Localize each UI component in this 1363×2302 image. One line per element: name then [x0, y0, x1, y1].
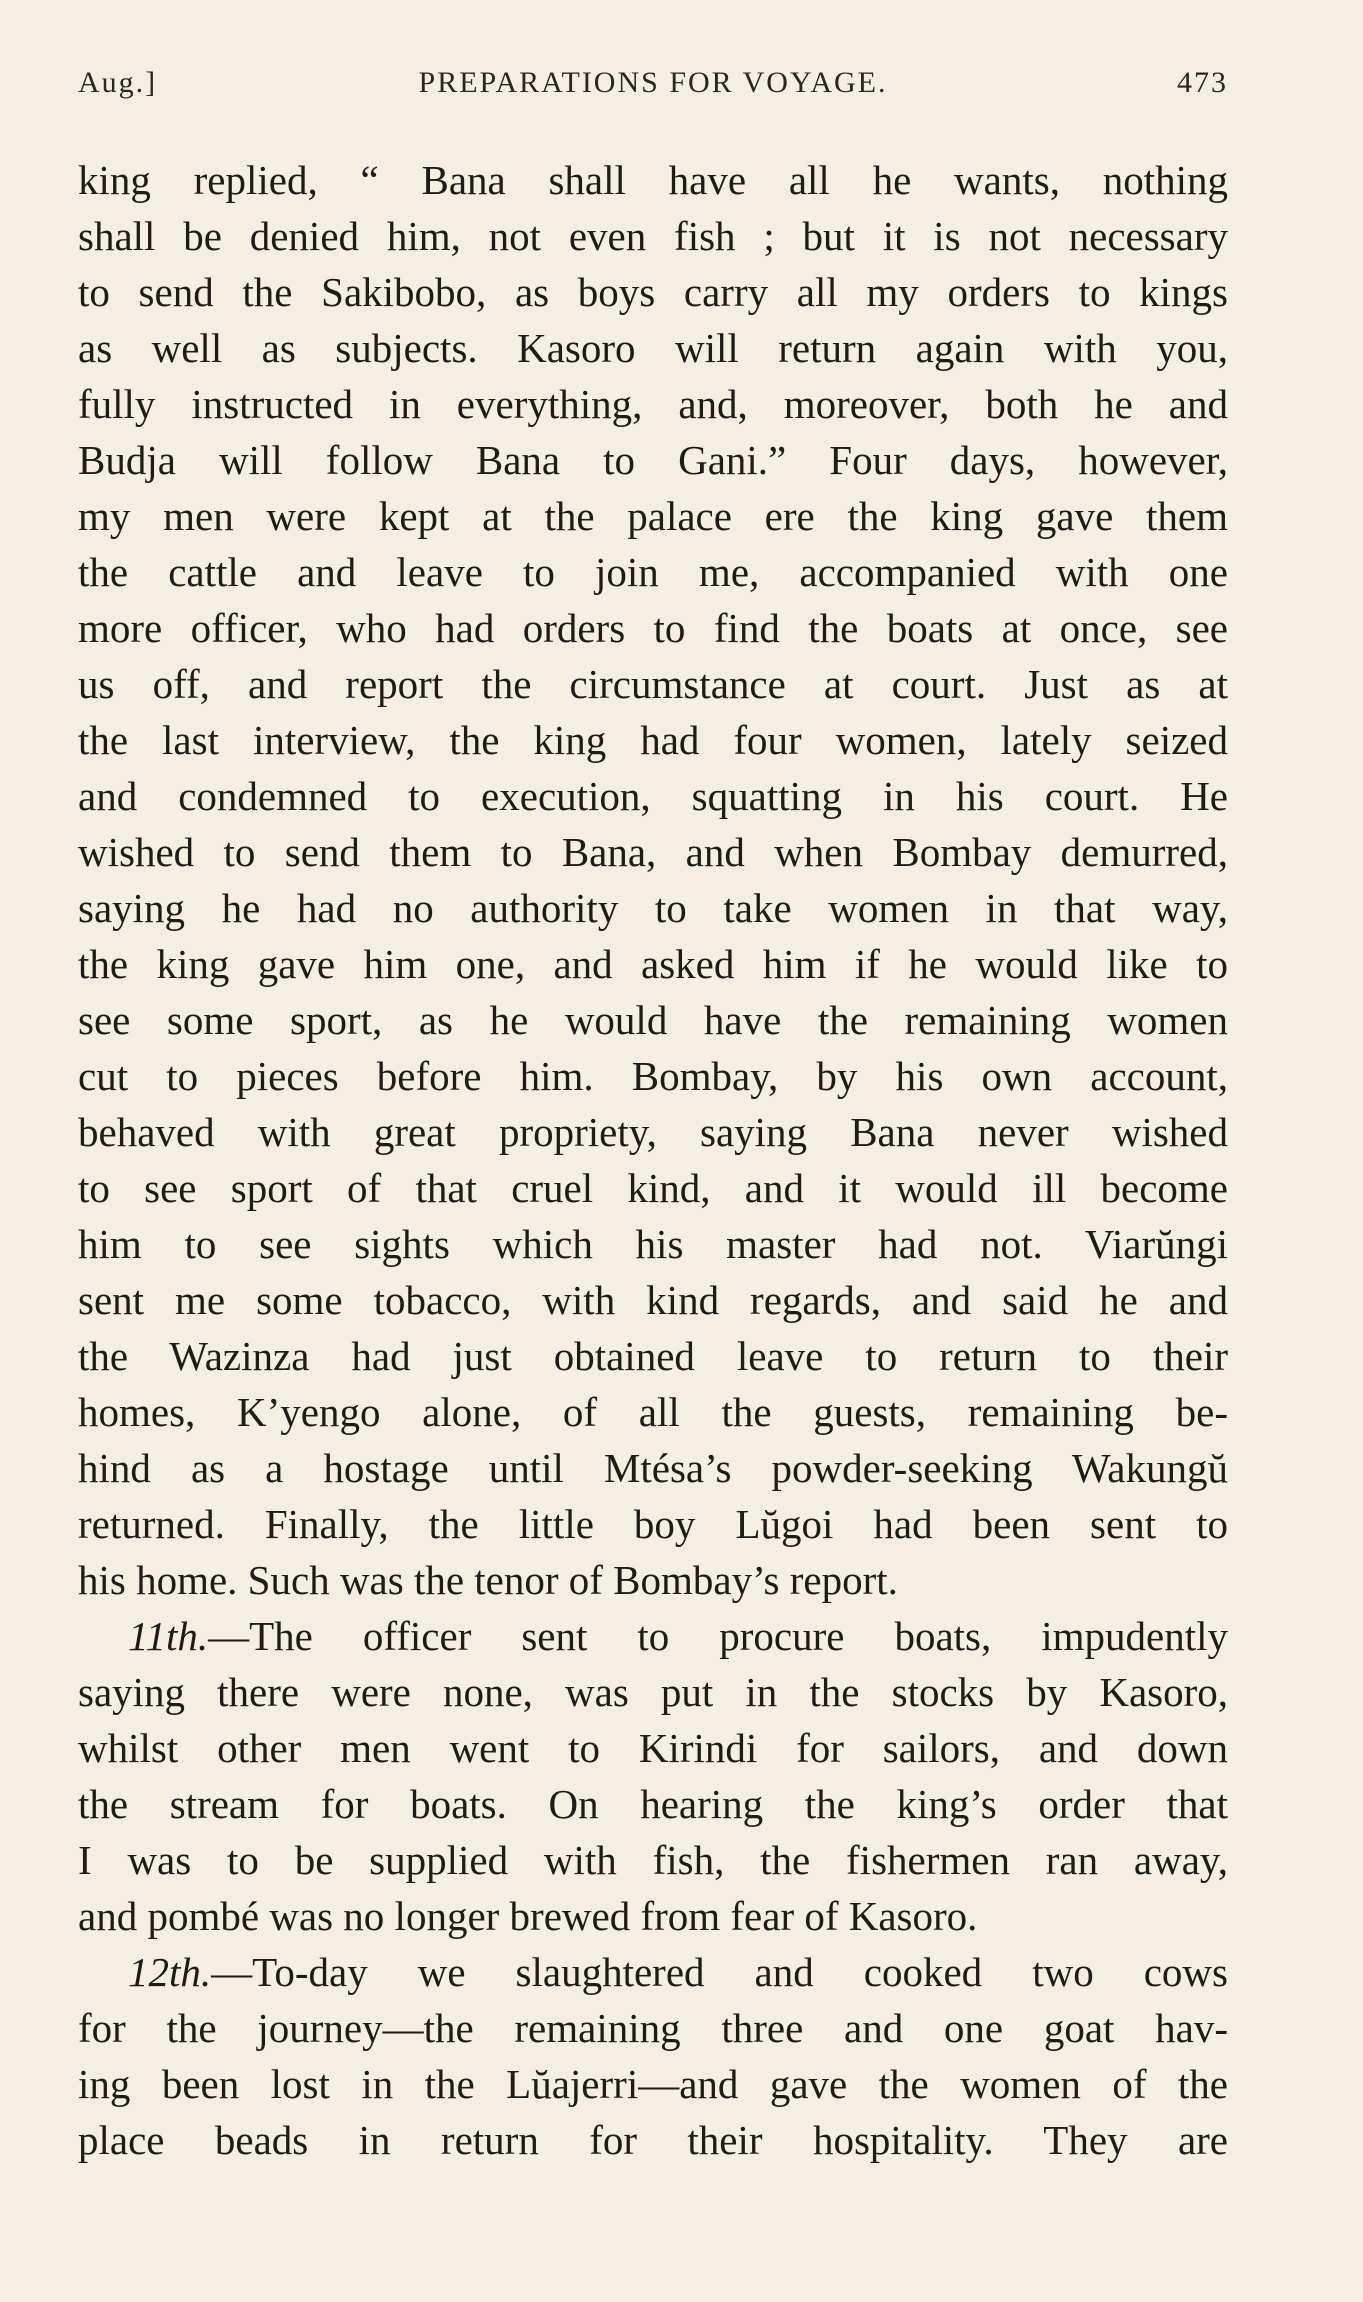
text-line: whilst other men went to Kirindi for sailors, and down	[78, 1725, 1228, 1771]
text-line: his home. Such was the tenor of Bombay’s report.	[78, 1557, 898, 1603]
text-line: my men were kept at the palace ere the king gave them	[78, 493, 1228, 539]
text-line: saying there were none, was put in the stocks by Kasoro,	[78, 1669, 1228, 1715]
text-line: homes, K’yengo alone, of all the guests, remaining be-	[78, 1389, 1228, 1435]
text-line: the Wazinza had just obtained leave to return to their	[78, 1333, 1228, 1379]
text-line: I was to be supplied with fish, the fishermen ran away,	[78, 1837, 1228, 1883]
text-line: the king gave him one, and asked him if he would like to	[78, 941, 1228, 987]
header-month: Aug.]	[78, 66, 158, 99]
text-line: the last interview, the king had four women, lately seized	[78, 717, 1228, 763]
text-line: wished to send them to Bana, and when Bombay demurred,	[78, 829, 1228, 875]
text-line: sent me some tobacco, with kind regards, and said he and	[78, 1277, 1228, 1323]
running-header	[78, 66, 1228, 110]
text-line: ing been lost in the Lŭajerri—and gave the women of the	[78, 2061, 1228, 2107]
text-line: saying he had no authority to take women in that way,	[78, 885, 1228, 931]
header-chapter-title: PREPARATIONS FOR VOYAGE.	[418, 66, 888, 99]
text-line-dated	[78, 1944, 1228, 2000]
text-line: see some sport, as he would have the remaining women	[78, 997, 1228, 1043]
text-line: us off, and report the circumstance at court. Just as at	[78, 661, 1228, 707]
text-line: to send the Sakibobo, as boys carry all my orders to kings	[78, 269, 1228, 315]
page-number: 473	[1177, 66, 1228, 99]
text-line: Budja will follow Bana to Gani.” Four days, however,	[78, 437, 1228, 483]
text-line-dated	[78, 1608, 1228, 1664]
text-line: king replied, “ Bana shall have all he wants, nothing	[78, 157, 1228, 203]
text-line: as well as subjects. Kasoro will return again with you,	[78, 325, 1228, 371]
text-line: the stream for boats. On hearing the king’s order that	[78, 1781, 1228, 1827]
entry-date: 12th.	[128, 1949, 212, 1995]
text-line: and condemned to execution, squatting in his court. He	[78, 773, 1228, 819]
text-line: and pombé was no longer brewed from fear of Kasoro.	[78, 1893, 978, 1939]
text-line: for the journey—the remaining three and one goat hav-	[78, 2005, 1228, 2051]
text-line: shall be denied him, not even fish ; but it is not necessary	[78, 213, 1228, 259]
entry-text: —To-day we slaughtered and cooked two cows	[211, 1949, 1228, 1995]
text-line: him to see sights which his master had not. Viarŭngi	[78, 1221, 1228, 1267]
entry-text: —The officer sent to procure boats, impudently	[208, 1613, 1228, 1659]
body-text	[78, 152, 1228, 2168]
text-line: fully instructed in everything, and, moreover, both he and	[78, 381, 1228, 427]
text-line: more officer, who had orders to find the boats at once, see	[78, 605, 1228, 651]
text-line: cut to pieces before him. Bombay, by his own account,	[78, 1053, 1228, 1099]
text-line: place beads in return for their hospitality. They are	[78, 2117, 1228, 2163]
text-line: behaved with great propriety, saying Bana never wished	[78, 1109, 1228, 1155]
text-line: returned. Finally, the little boy Lŭgoi had been sent to	[78, 1501, 1228, 1547]
text-line: the cattle and leave to join me, accompanied with one	[78, 549, 1228, 595]
text-line: hind as a hostage until Mtésa’s powder-seeking Wakungŭ	[78, 1445, 1228, 1491]
entry-date: 11th.	[128, 1613, 209, 1659]
text-line: to see sport of that cruel kind, and it would ill become	[78, 1165, 1228, 1211]
